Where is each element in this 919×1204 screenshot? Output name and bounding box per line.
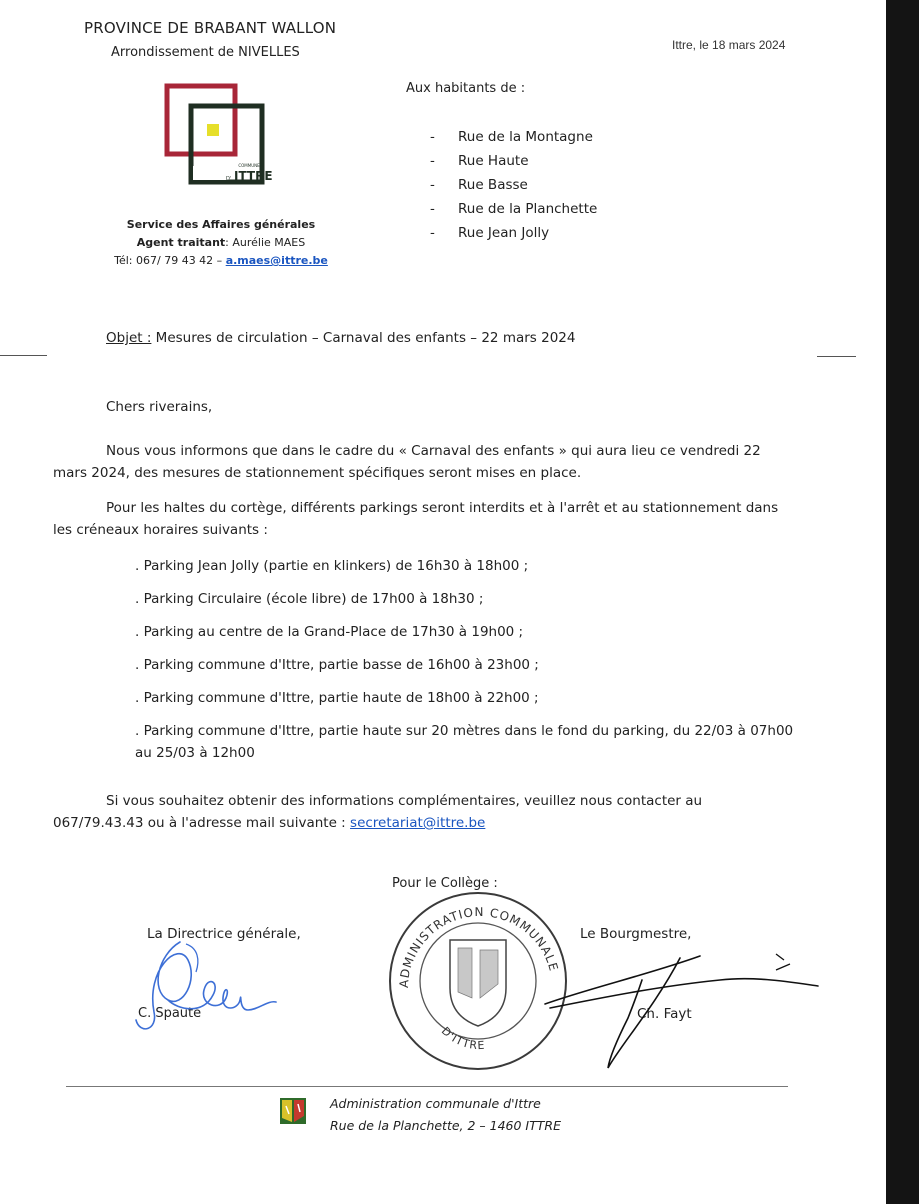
scan-edge xyxy=(886,0,919,1204)
province-heading: PROVINCE DE BRABANT WALLON xyxy=(84,19,337,37)
letter-date: Ittre, le 18 mars 2024 xyxy=(672,38,786,52)
secretariat-email-link[interactable]: secretariat@ittre.be xyxy=(350,815,486,831)
agent-name: : Aurélie MAES xyxy=(225,236,306,249)
stamp-text-top: ADMINISTRATION COMMUNALE xyxy=(396,904,561,989)
parking-item: . Parking Circulaire (école libre) de 17h00 à 18h30 ; xyxy=(135,591,484,607)
paragraph-contact: Si vous souhaitez obtenir des informations complémentaires, veuillez nous contacter au 067/79.43.43 ou à l'adresse mail suivante : secretariat@ittre.be xyxy=(53,793,703,831)
footer-line-2: Rue de la Planchette, 2 – 1460 ITTRE xyxy=(330,1118,561,1133)
logo-small-text: COMMUNE xyxy=(238,163,260,168)
commune-logo xyxy=(165,84,273,186)
street-item: - Rue Haute xyxy=(430,153,529,169)
street-item: - Rue de la Montagne xyxy=(430,129,593,145)
logo-red-square xyxy=(167,86,235,154)
logo-yellow-square xyxy=(207,124,219,136)
service-title: Service des Affaires générales xyxy=(126,218,316,231)
parking-item: . Parking commune d'Ittre, partie basse de 16h00 à 23h00 ; xyxy=(135,657,539,673)
street-item: - Rue Jean Jolly xyxy=(430,225,550,241)
footer-divider xyxy=(66,1086,788,1087)
logo-text-bg xyxy=(193,166,232,182)
parking-item: . Parking commune d'Ittre, partie haute de 18h00 à 22h00 ; xyxy=(135,690,539,706)
footer-line-1: Administration communale d'Ittre xyxy=(330,1096,541,1111)
street-item: - Rue Basse xyxy=(430,177,528,193)
stamp-shield-detail xyxy=(458,948,498,998)
street-item: - Rue de la Planchette xyxy=(430,201,598,217)
footer-crest-icon xyxy=(278,1096,308,1126)
service-block xyxy=(84,216,358,270)
subject-label: Objet : xyxy=(106,330,152,346)
subject-text: Mesures de circulation – Carnaval des enfants – 22 mars 2024 xyxy=(151,330,576,346)
bourgmestre-title: Le Bourgmestre, xyxy=(580,926,692,942)
bourgmestre-signature xyxy=(540,946,820,1074)
parking-item: . Parking Jean Jolly (partie en klinkers) de 16h30 à 18h00 ; xyxy=(135,558,529,574)
logo-prefix: D' xyxy=(226,176,232,182)
directrice-title: La Directrice générale, xyxy=(147,926,301,942)
stamp-text-bottom: D'ITTRE xyxy=(438,1024,486,1053)
recipients-intro: Aux habitants de : xyxy=(406,81,526,96)
service-email-link[interactable]: a.maes@ittre.be xyxy=(225,254,328,267)
fold-mark-right xyxy=(817,356,856,357)
fold-mark-left xyxy=(0,355,47,356)
parking-item: . Parking au centre de la Grand-Place de 17h30 à 19h00 ; xyxy=(135,624,524,640)
street-list xyxy=(430,125,597,245)
arrondissement-heading: Arrondissement de NIVELLES xyxy=(111,45,300,60)
directrice-signature xyxy=(128,920,288,1040)
parking-item: . Parking commune d'Ittre, partie haute sur 20 mètres dans le fond du parking, du 22/03 à 07h00 au 25/03 à 12h00 xyxy=(135,723,794,761)
college-label: Pour le Collège : xyxy=(392,876,498,891)
directrice-name: C. Spaute xyxy=(138,1006,202,1021)
logo-name: ITTRE xyxy=(234,169,273,183)
agent-label: Agent traitant xyxy=(136,236,226,249)
paragraph-haltes: Pour les haltes du cortège, différents parkings seront interdits et à l'arrêt et au stationnement dans les créneaux horaires suivants : xyxy=(53,500,779,538)
paragraph-intro: Nous vous informons que dans le cadre du « Carnaval des enfants » qui aura lieu ce vendredi 22 mars 2024, des mesures de stationnement spécifiques seront mises en place. xyxy=(53,443,761,481)
footer-address xyxy=(330,1093,561,1137)
subject-line xyxy=(106,330,575,346)
service-phone: Tél: 067/ 79 43 42 – xyxy=(114,254,226,267)
bourgmestre-name: Ch. Fayt xyxy=(637,1006,692,1022)
greeting: Chers riverains, xyxy=(106,399,213,415)
parking-list xyxy=(135,555,795,775)
